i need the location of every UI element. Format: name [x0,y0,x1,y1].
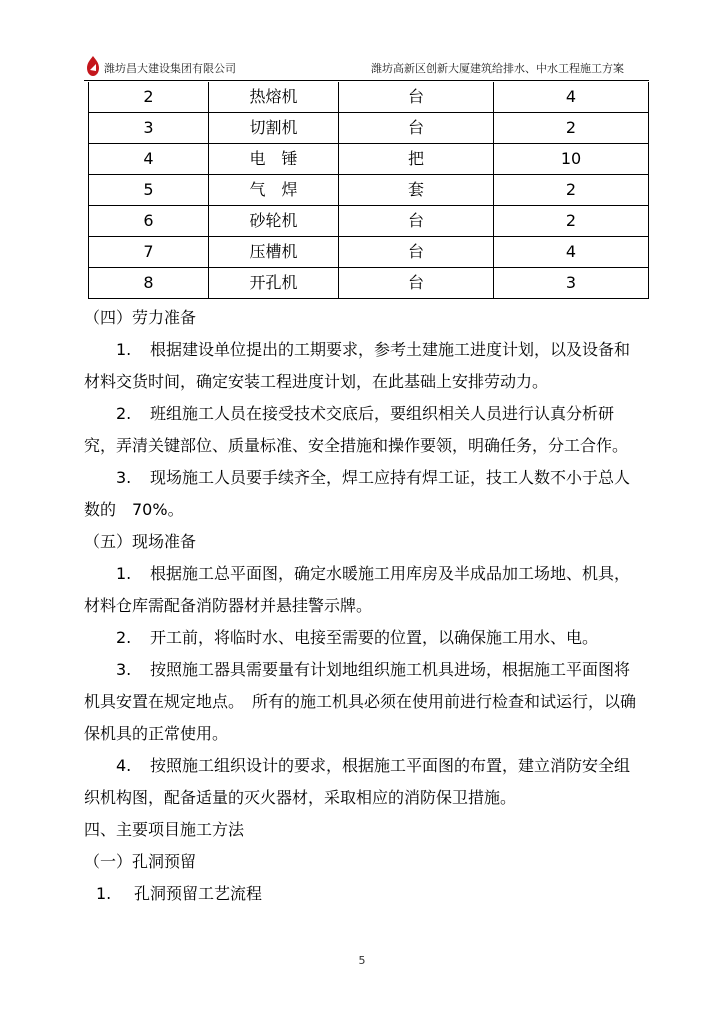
company-logo-icon [84,55,102,77]
cell-unit: 台 [339,268,494,299]
site-item-1 [84,558,644,622]
cell-unit: 套 [339,175,494,206]
table-row [89,82,649,113]
site-item-2 [84,622,644,654]
item-number: 1. [116,564,132,583]
item-text: 孔洞预留工艺流程 [134,884,263,903]
cell-qty: 3 [494,268,649,299]
table-row [89,268,649,299]
cell-no: 7 [89,237,209,268]
cell-qty: 2 [494,175,649,206]
item-number: 3. [116,468,132,487]
item-number: 3. [116,660,132,679]
table-row [89,175,649,206]
company-name: 潍坊昌大建设集团有限公司 [104,62,236,75]
item-number: 1. [116,340,132,359]
cell-unit: 台 [339,206,494,237]
table-row [89,237,649,268]
item-text: 开工前，将临时水、电接至需要的位置，以确保施工用水、电。 [150,628,599,647]
cell-name: 压槽机 [209,237,339,268]
table-row [89,206,649,237]
cell-name: 热熔机 [209,82,339,113]
item-text: 根据建设单位提出的工期要求，参考土建施工进度计划，以及设备和材料交货时间，确定安装工程进度计划，在此基础上安排劳动力。 [84,340,631,391]
item-number: 2. [116,628,132,647]
cell-no: 5 [89,175,209,206]
labor-item-3 [84,462,644,526]
cell-unit: 台 [339,237,494,268]
cell-no: 8 [89,268,209,299]
header-divider [84,80,649,81]
cell-name: 电 锤 [209,144,339,175]
cell-no: 4 [89,144,209,175]
equipment-table [88,82,649,299]
item-text: 现场施工人员要手续齐全，焊工应持有焊工证，技工人数不小于总人数的 70%。 [84,468,631,519]
labor-item-1 [84,334,644,398]
chapter-heading: 四、主要项目施工方法 [84,820,245,839]
cell-qty: 2 [494,113,649,144]
cell-qty: 4 [494,82,649,113]
cell-name: 气 焊 [209,175,339,206]
item-text: 班组施工人员在接受技术交底后，要组织相关人员进行认真分析研究，弄清关键部位、质量标准、安全措施和操作要领，明确任务，分工合作。 [84,404,629,455]
cell-unit: 台 [339,113,494,144]
item-number: 1. [96,884,112,903]
cell-unit: 台 [339,82,494,113]
cell-qty: 10 [494,144,649,175]
cell-no: 2 [89,82,209,113]
section-heading-site: （五）现场准备 [84,532,197,551]
cell-qty: 2 [494,206,649,237]
item-number: 2. [116,404,132,423]
cell-name: 开孔机 [209,268,339,299]
item-number: 4. [116,756,132,775]
table-row [89,113,649,144]
cell-qty: 4 [494,237,649,268]
cell-no: 3 [89,113,209,144]
site-item-4 [84,750,644,814]
table-row [89,144,649,175]
page-number: 5 [358,954,366,967]
labor-item-2 [84,398,644,462]
item-text: 按照施工器具需要量有计划地组织施工机具进场，根据施工平面图将机具安置在规定地点。 所有的施工机具必须在使用前进行检查和试运行，以确保机具的正常使用。 [84,660,637,743]
site-item-3 [84,654,644,750]
cell-unit: 把 [339,144,494,175]
item-text: 根据施工总平面图，确定水暖施工用库房及半成品加工场地、机具，材料仓库需配备消防器材并悬挂警示牌。 [84,564,631,615]
cell-name: 砂轮机 [209,206,339,237]
project-title: 潍坊高新区创新大厦建筑给排水、中水工程施工方案 [371,62,624,75]
sub-heading: （一）孔洞预留 [84,852,197,871]
section-heading-labor: （四）劳力准备 [84,308,197,327]
document-body [84,302,644,910]
item-text: 按照施工组织设计的要求，根据施工平面图的布置，建立消防安全组织机构图，配备适量的灭火器材，采取相应的消防保卫措施。 [84,756,631,807]
process-step [84,878,644,910]
cell-no: 6 [89,206,209,237]
cell-name: 切割机 [209,113,339,144]
